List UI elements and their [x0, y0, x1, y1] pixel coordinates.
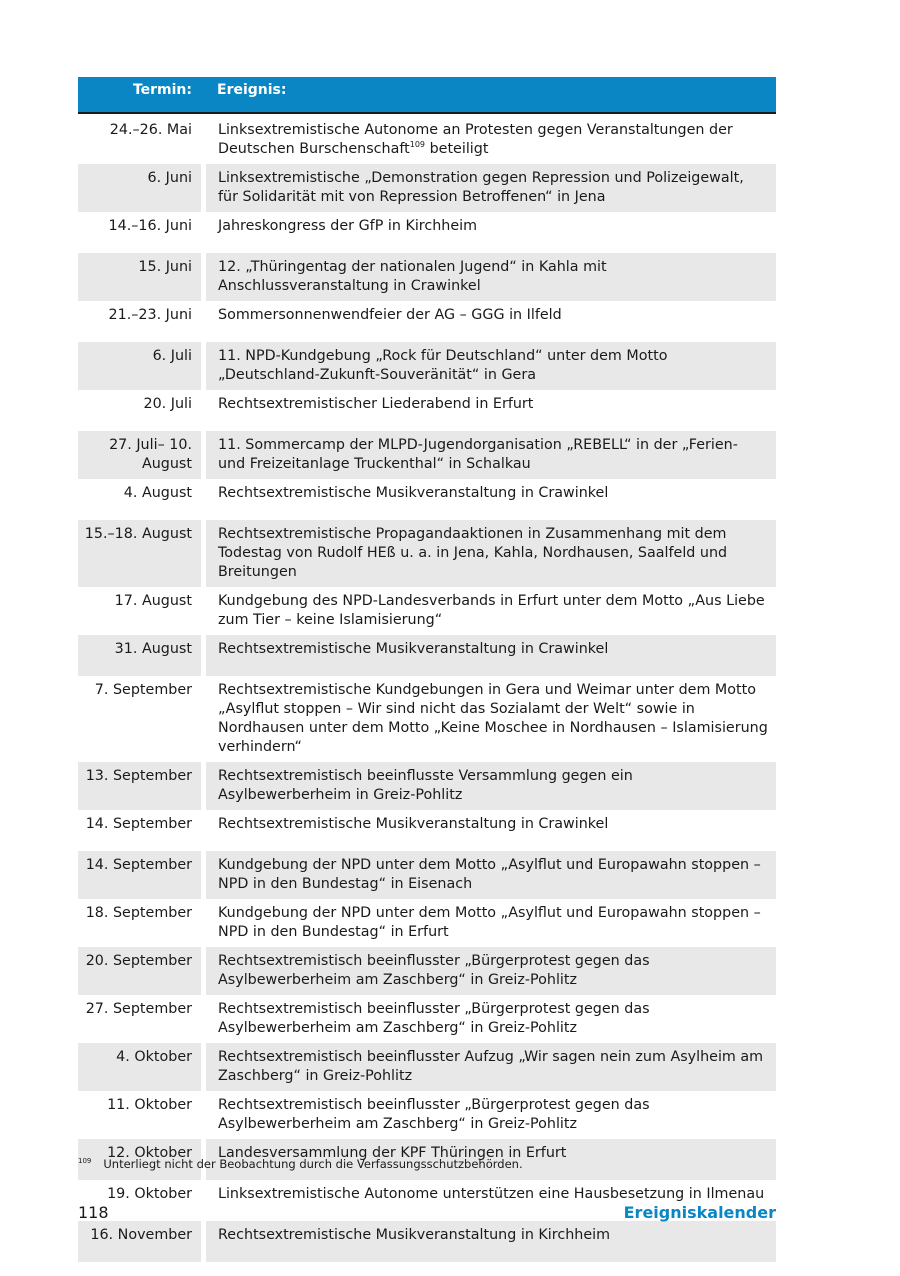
table-header: [78, 77, 776, 114]
row-event: Rechtsextremistische Musikveranstaltung in Crawinkel: [218, 816, 609, 832]
table-row: [78, 1221, 776, 1262]
table-row: [78, 635, 776, 676]
row-date: 13. September: [78, 762, 201, 810]
table-row: [78, 947, 776, 995]
footnote-text: Unterliegt nicht der Beobachtung durch die Verfassungsschutzbehörden.: [103, 1157, 523, 1171]
row-date: 7. September: [94, 682, 192, 698]
table-row: [78, 431, 776, 479]
row-date: 12. Oktober: [78, 1139, 201, 1180]
row-event: Rechtsextremistisch beeinflusster Aufzug „Wir sagen nein zum Asylheim am Zaschberg“ in Greiz-Pohlitz: [206, 1043, 776, 1091]
row-date: 11. Oktober: [107, 1097, 192, 1113]
row-event-tail: beteiligt: [425, 141, 489, 157]
table-row: [78, 676, 776, 762]
row-event: Rechtsextremistische Musikveranstaltung in Crawinkel: [218, 485, 609, 501]
row-event: [206, 116, 776, 164]
row-event: Linksextremistische „Demonstration gegen Repression und Polizeigewalt, für Solidarität mit von Repression Betroffenen“ in Jena: [206, 164, 776, 212]
row-date: 17. August: [114, 593, 192, 609]
row-date: 27. September: [85, 1001, 192, 1017]
table-row: [78, 899, 776, 947]
table-row: [78, 1043, 776, 1091]
row-date: 24.–26. Mai: [109, 122, 192, 138]
table-row: [78, 301, 776, 342]
row-event: 12. „Thüringentag der nationalen Jugend“ in Kahla mit Anschlussveranstaltung in Crawinkel: [206, 253, 776, 301]
row-event: Landesversammlung der KPF Thüringen in Erfurt: [206, 1139, 776, 1180]
row-event: Rechtsextremistisch beeinflusster „Bürgerprotest gegen das Asylbewerberheim am Zaschberg“ in Greiz-Pohlitz: [206, 947, 776, 995]
row-event: Rechtsextremistische Kundgebungen in Gera und Weimar unter dem Motto „Asylflut stoppen – Wir sind nicht das Sozialamt der Welt“ sowie in Nordhausen unter dem Motto „Keine Moschee in Nordhausen – Islamisierung verhindern“: [218, 682, 768, 755]
row-event: Kundgebung des NPD-Landesverbands in Erfurt unter dem Motto „Aus Liebe zum Tier – keine Islamisierung“: [218, 593, 765, 628]
row-date: 14. September: [78, 851, 201, 899]
row-event: Rechtsextremistisch beeinflusste Versammlung gegen ein Asylbewerberheim in Greiz-Pohlitz: [206, 762, 776, 810]
table-row: [78, 212, 776, 253]
row-date: 15.–18. August: [78, 520, 201, 587]
row-event-text: Linksextremistische Autonome an Protesten gegen Veranstaltungen der Deutschen Burschenschaft: [218, 122, 733, 157]
table-row: [78, 520, 776, 587]
row-event: Rechtsextremistische Musikveranstaltung in Kirchheim: [206, 1221, 776, 1262]
table-row: [78, 342, 776, 390]
row-event: Rechtsextremistische Propagandaaktionen in Zusammenhang mit dem Todestag von Rudolf HEß u. a. in Jena, Kahla, Nordhausen, Saalfeld und Breitungen: [206, 520, 776, 587]
table-row: [78, 995, 776, 1043]
row-date: 21.–23. Juni: [108, 307, 192, 323]
footnote-number: 109: [78, 1157, 92, 1165]
footnote: [78, 1157, 523, 1171]
row-event: Sommersonnenwendfeier der AG – GGG in Ilfeld: [218, 307, 562, 323]
section-title: Ereigniskalender: [623, 1203, 776, 1222]
row-event: Rechtsextremistische Musikveranstaltung in Crawinkel: [206, 635, 776, 676]
row-date: 4. August: [123, 485, 192, 501]
header-event: Ereignis:: [217, 82, 287, 98]
row-date: 27. Juli– 10. August: [78, 431, 201, 479]
table-row: [78, 164, 776, 212]
page-number: 118: [78, 1203, 109, 1222]
header-date: Termin:: [132, 82, 192, 98]
row-event: Rechtsextremistisch beeinflusster „Bürgerprotest gegen das Asylbewerberheim am Zaschberg“ in Greiz-Pohlitz: [218, 1001, 650, 1036]
row-event: Kundgebung der NPD unter dem Motto „Asylflut und Europawahn stoppen – NPD in den Bundestag“ in Erfurt: [218, 905, 761, 940]
row-date: 20. September: [78, 947, 201, 995]
row-event: Kundgebung der NPD unter dem Motto „Asylflut und Europawahn stoppen – NPD in den Bundestag“ in Eisenach: [206, 851, 776, 899]
table-row: [78, 1091, 776, 1139]
table-row: [78, 587, 776, 635]
row-event: 11. NPD-Kundgebung „Rock für Deutschland“ unter dem Motto „Deutschland-Zukunft-Souveränität“ in Gera: [206, 342, 776, 390]
row-date: 15. Juni: [78, 253, 201, 301]
table-row: [78, 390, 776, 431]
row-date: 14.–16. Juni: [108, 218, 192, 234]
table-row: [78, 479, 776, 520]
row-date: 14. September: [85, 816, 192, 832]
row-event: Rechtsextremistisch beeinflusster „Bürgerprotest gegen das Asylbewerberheim am Zaschberg“ in Greiz-Pohlitz: [218, 1097, 650, 1132]
table-row: [78, 810, 776, 851]
table-row: [78, 851, 776, 899]
table-row: [78, 762, 776, 810]
row-date: 20. Juli: [143, 396, 192, 412]
row-date: 6. Juni: [78, 164, 201, 212]
row-date: 16. November: [78, 1221, 201, 1262]
row-date: 18. September: [85, 905, 192, 921]
row-event: 11. Sommercamp der MLPD-Jugendorganisation „REBELL“ in der „Ferien- und Freizeitanlage Truckenthal“ in Schalkau: [206, 431, 776, 479]
row-event: Rechtsextremistischer Liederabend in Erfurt: [218, 396, 534, 412]
row-date: 4. Oktober: [78, 1043, 201, 1091]
event-calendar-table: [78, 77, 776, 1262]
row-date: 6. Juli: [78, 342, 201, 390]
row-event: Jahreskongress der GfP in Kirchheim: [218, 218, 478, 234]
row-date: 31. August: [78, 635, 201, 676]
table-row: [78, 253, 776, 301]
row-event: Linksextremistische Autonome unterstützen eine Hausbesetzung in Ilmenau: [218, 1186, 765, 1202]
footnote-ref: 109: [409, 140, 426, 149]
table-body: [78, 116, 776, 1262]
table-row: [78, 116, 776, 164]
row-date: 19. Oktober: [107, 1186, 192, 1202]
